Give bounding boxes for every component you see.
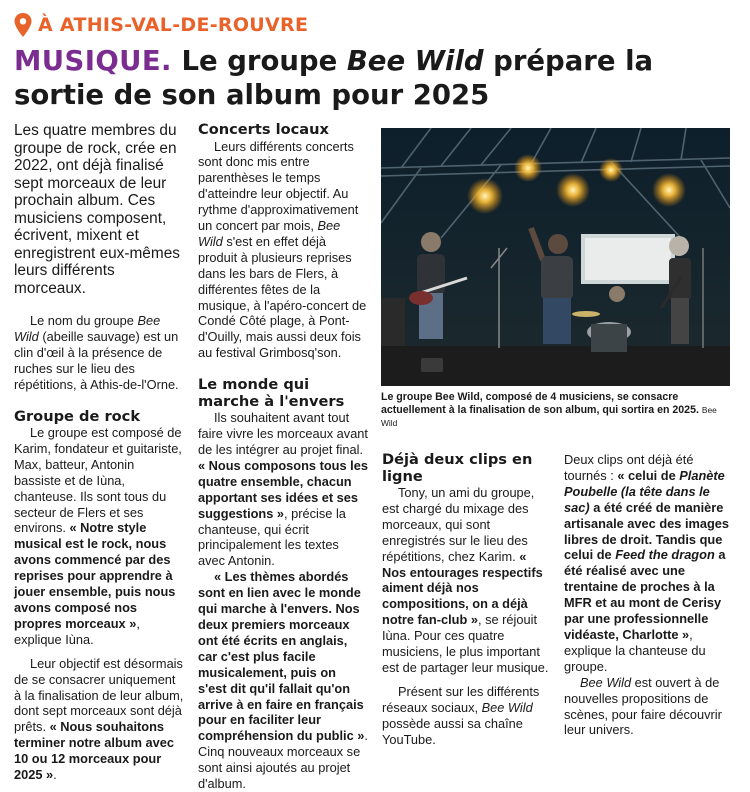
headline-band-name: Bee Wild <box>346 45 484 77</box>
paragraph: « Les thèmes abordés sont en lien avec le monde qui marche à l'envers. Nos deux premiers morceaux ont été écrits en anglais, car c'est plus facile musicalement, puis on s'est dit qu'il fallait qu'on arrive à en faire en français pour en faciliter leur compréhension du public ». Cinq nouveaux morceaux se sont ainsi ajoutés au projet d'album. <box>198 569 368 792</box>
location-header <box>14 12 308 38</box>
paragraph: Leur objectif est désormais de se consacrer uniquement à la finalisation de leur album, dont sept morceaux sont déjà prêts. « Nous souhaitons terminer notre album avec 10 ou 12 morceaux pour 2025 ». <box>14 655 184 783</box>
article-column-1 <box>14 122 184 783</box>
paragraph: Le nom du groupe Bee Wild (abeille sauvage) est un clin d'œil à la présence de ruches sur le lieu des répétitions, à Athis-de-l'Orne. <box>14 313 179 392</box>
article-column-3 <box>382 452 552 748</box>
subheading-monde-a-l-envers: Le monde qui marche à l'envers <box>198 376 345 410</box>
paragraph: Ils souhaitent avant tout faire vivre les morceaux avant de les intégrer au projet final. « Nous composons tous les quatre ensemble, chacun apportant ses idées et ses suggestions », précise la chanteuse, qui écrit principalement les textes avec Antonin. <box>198 410 368 569</box>
paragraph: Bee Wild est ouvert à de nouvelles propositions de scènes, pour faire découvrir leur univers. <box>564 674 722 738</box>
photo-credit: Bee Wild <box>381 405 717 429</box>
photo-caption: Le groupe Bee Wild, composé de 4 musiciens, se consacre actuellement à la finalisation de son album, qui sortira en 2025. Bee Wild <box>381 391 717 429</box>
paragraph: Le groupe est composé de Karim, fondateur et guitariste, Max, batteur, Antonin bassiste et de Iùna, chanteuse. Ils sont tous du secteur de Flers et ses environs. « Notre style musical est le rock, nous avons commencé par des reprises pour apprendre à jouer ensemble, puis nous avons composé nos propres morceaux », explique Iùna. <box>14 425 182 647</box>
paragraph: Tony, un ami du groupe, est chargé du mixage des morceaux, qui sont enregistrés sur le lieu des répétitions, chez Karim. « Nos entourages respectifs aiment déjà nos compositions, on a déjà notre fan-club », se réjouit Iùna. Pour ces quatre musiciens, le plus important est de partager leur musique. <box>382 485 549 675</box>
band-photo <box>381 128 730 386</box>
article-headline <box>14 44 736 112</box>
paragraph: Présent sur les différents réseaux sociaux, Bee Wild possède aussi sa chaîne YouTube. <box>382 683 540 747</box>
paragraph: Leurs différents concerts sont donc mis entre parenthèses le temps d'atteindre leur objectif. Au rythme d'approximativement un concert par mois, Bee Wild s'est en effet déjà produit à plusieurs reprises dans les bars de Flers, à différentes fêtes de la musique, à l'apéro-concert de Condé Côté plage, à Pont-d'Ouilly, mais aussi deux fois au festival Grimbosq'son. <box>198 138 367 361</box>
subheading-groupe-de-rock: Groupe de rock <box>14 407 141 425</box>
location-pin-icon <box>14 13 32 37</box>
subheading-concerts-locaux: Concerts locaux <box>198 121 329 138</box>
article-lead: Les quatre membres du groupe de rock, crée en 2022, ont déjà finalisé sept morceaux de leur prochain album. Ces musiciens composent, écrivent, mixent et enregistrent eux-mêmes leurs différents morceaux. <box>14 122 180 297</box>
subheading-deux-clips: Déjà deux clips en ligne <box>382 451 533 485</box>
article-column-4 <box>564 452 736 738</box>
paragraph: Deux clips ont déjà été tournés : « celui de Planète Poubelle (la tête dans le sac) a été créé de manière artisanale avec des images libres de droit. Tandis que celui de Feed the dragon a été réalisé avec une trentaine de proches à la MFR et au mont de Cerisy par une professionnelle vidéaste, Charlotte », explique la chanteuse du groupe. <box>564 452 730 674</box>
location-label: À ATHIS-VAL-DE-ROUVRE <box>38 14 309 36</box>
headline-text-start: Le groupe <box>181 45 338 77</box>
section-kicker: MUSIQUE. <box>14 45 172 77</box>
headline-text-end: prépare la sortie de son album pour 2025 <box>14 45 654 111</box>
article-column-2 <box>198 122 368 792</box>
